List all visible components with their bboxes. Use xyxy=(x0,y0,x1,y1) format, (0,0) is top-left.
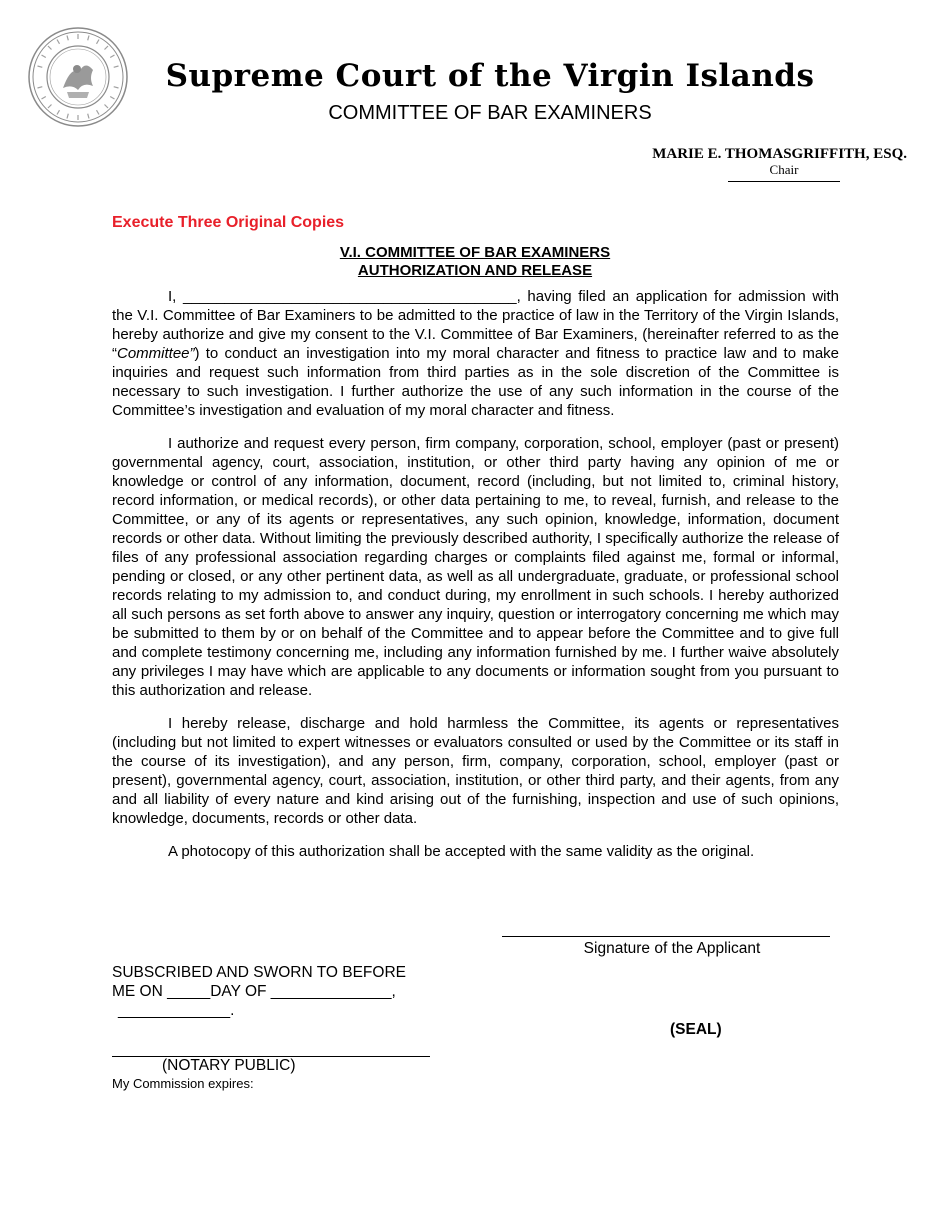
paragraph-authorize-release: I authorize and request every person, firm company, corporation, school, employer (past or present) governmental agency, court, association, institution, or other third party having any opinion of me or knowledge or control of any information, document, record (including, but not limited to, criminal history, record information, or medical records), or other data pertaining to me, to reveal, furnish, and release to the Committee, or any of its agents or representatives, any such opinion, knowledge, information, document records or other data. Without limiting the previously described authority, I specifically authorize the release of files of any professional association regarding charges or complaints filed against me, formal or informal, pending or closed, or any other pertinent data, as well as all undergraduate, graduate, or professional school records relating to my admission to, and conduct during, my enrollment in such schools. I hereby authorized all such persons as set forth above to answer any inquiry, question or interrogatory concerning me which may be submitted to them by or on behalf of the Committee and to appear before the Committee and to give full and complete testimony concerning me, including any information furnished by me. I further waive absolutely any privileges I may have which are applicable to any documents or information sought from you pursuant to this authorization and release. xyxy=(112,435,839,699)
commission-expires-label: My Commission expires: xyxy=(112,1076,254,1091)
document-title-line1: V.I. COMMITTEE OF BAR EXAMINERS xyxy=(339,244,611,261)
committee-term: Committee” xyxy=(117,345,195,362)
document-title xyxy=(0,244,950,280)
sworn-line3[interactable]: _____________. xyxy=(118,1002,235,1019)
seal-label: (SEAL) xyxy=(670,1021,722,1038)
paragraph-consent-prefix: I, ________________________________________, having filed an application for admission with the V.I. Committee of Bar Examiners to be admitted to the practice of law in the Territory of the Virgin Islands, hereby authorize and give my consent to the V.I. Committee of Bar Examiners, (hereinafter referred to as the “ xyxy=(112,288,839,362)
sworn-line2[interactable]: ME ON _____DAY OF ______________, xyxy=(112,983,396,1000)
paragraph-consent-suffix: ) to conduct an investigation into my moral character and fitness to practice law and to make inquiries and request such information from third parties as in the sole discretion of the Committee is necessary to such investigation. I further authorize the use of any such information in the course of the Committee’s investigation and evaluation of my moral character and fitness. xyxy=(112,345,839,419)
sworn-statement xyxy=(112,963,406,1020)
sworn-line1: SUBSCRIBED AND SWORN TO BEFORE xyxy=(112,964,406,981)
chair-name: MARIE E. THOMASGRIFFITH, ESQ. xyxy=(652,146,907,162)
notary-public-label: (NOTARY PUBLIC) xyxy=(162,1057,296,1074)
execute-copies-instruction: Execute Three Original Copies xyxy=(112,214,345,231)
court-name: Supreme Court of the Virgin Islands xyxy=(165,58,815,94)
paragraph-photocopy: A photocopy of this authorization shall be accepted with the same validity as the original. xyxy=(168,843,755,860)
paragraph-consent xyxy=(112,287,839,420)
applicant-signature-label: Signature of the Applicant xyxy=(583,940,761,957)
chair-title: Chair xyxy=(728,162,840,182)
applicant-signature-line[interactable] xyxy=(502,936,830,937)
committee-name: COMMITTEE OF BAR EXAMINERS xyxy=(328,102,652,124)
paragraph-hold-harmless: I hereby release, discharge and hold harmless the Committee, its agents or representatives (including but not limited to expert witnesses or evaluators consulted or used by the Committee or its staff in the course of its investigation), and any person, firm, company, corporation, school, employer (past or present), governmental agency, court, association, institution, or other third party, and their agents, from any and all liability of every nature and kind arising out of the furnishing, inspection and use of such opinions, knowledge, documents, records or other data. xyxy=(112,715,839,827)
authorization-body xyxy=(112,287,839,875)
document-title-line2: AUTHORIZATION AND RELEASE xyxy=(357,262,593,279)
